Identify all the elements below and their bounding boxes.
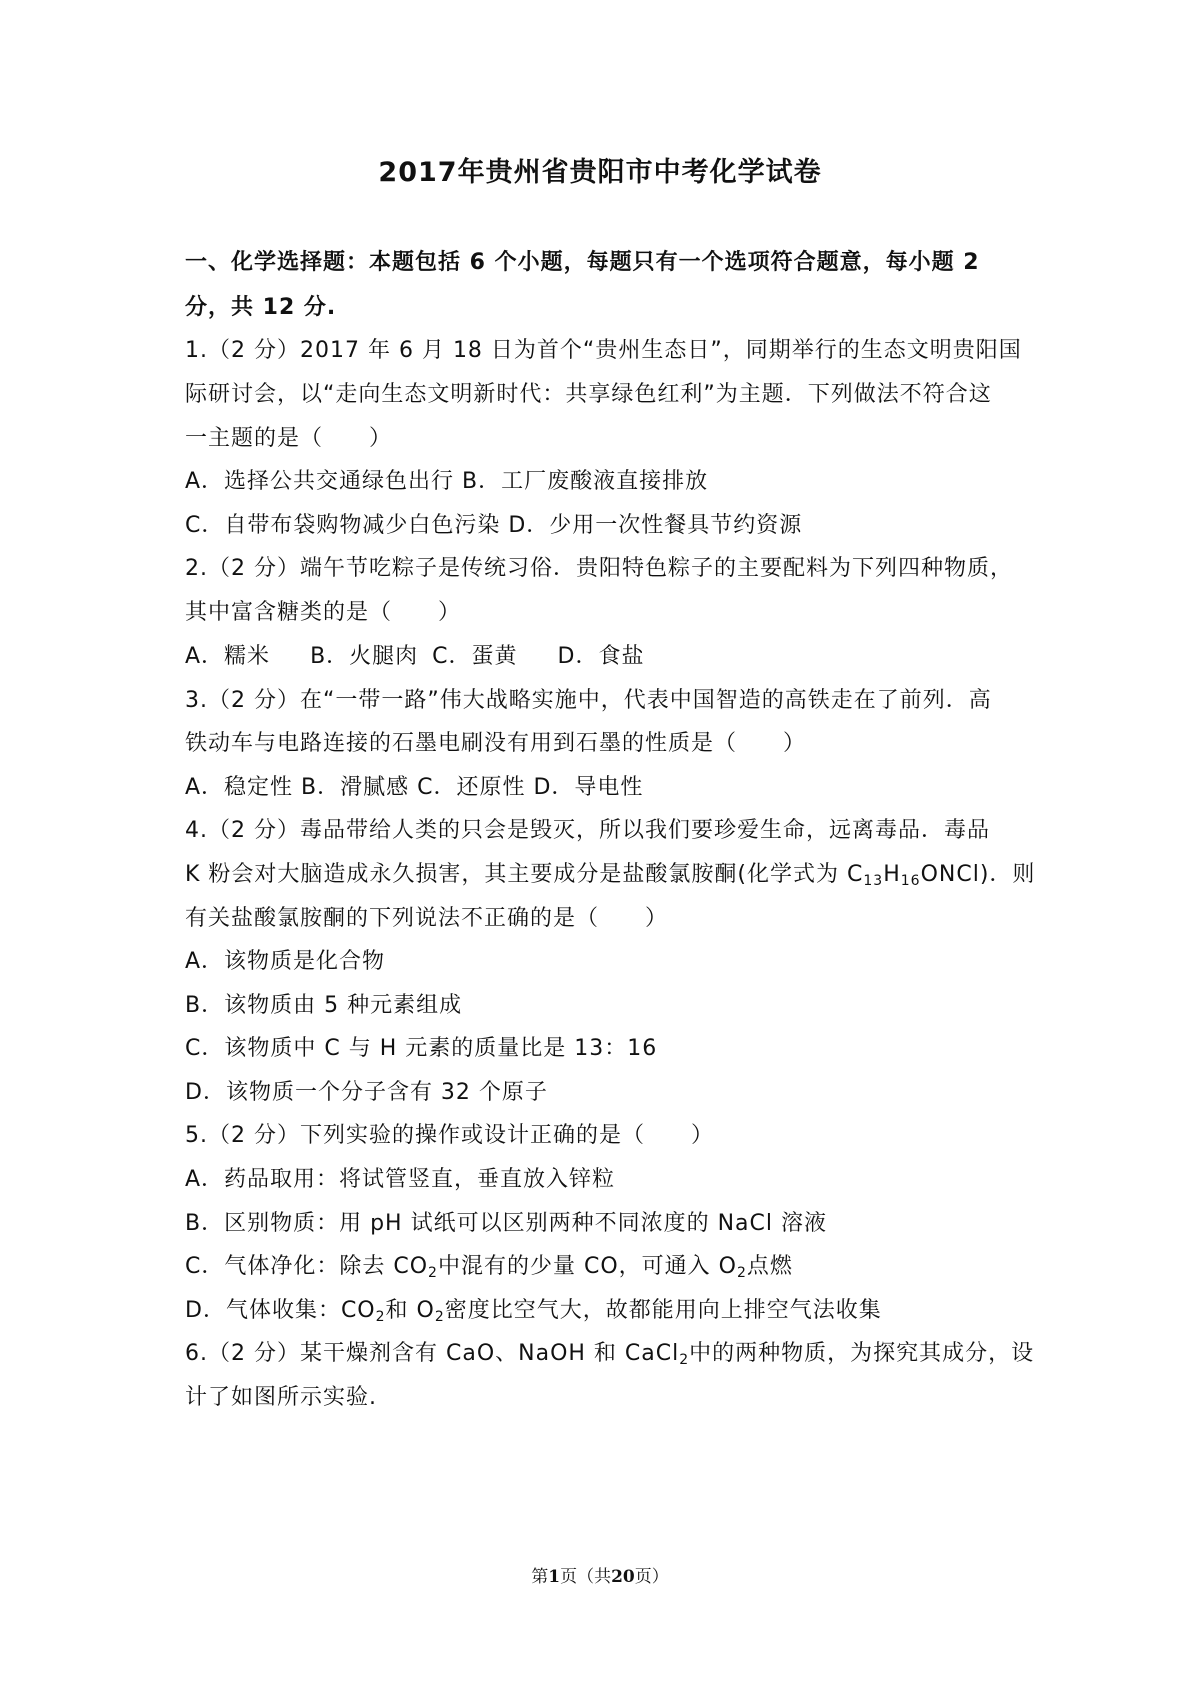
q6-stem-line-1 (185, 1336, 1035, 1367)
q6-stem-line-2: 计了如图所示实验. (185, 1385, 377, 1410)
subscript-2: 2 (428, 1265, 438, 1281)
q5-option-c-text-3: 点燃 (746, 1254, 793, 1279)
q5-option-c (185, 1249, 1035, 1280)
formula-h: H (883, 862, 901, 887)
subscript-2: 2 (736, 1265, 747, 1281)
q6-stem-text-2: 中的两种物质，为探究其成分，设 (689, 1341, 1035, 1366)
q6-stem-text-1: 6.（2 分）某干燥剂含有 CaO、NaOH 和 CaCl (185, 1341, 680, 1366)
q5-option-a: A．药品取用：将试管竖直，垂直放入锌粒 (185, 1167, 616, 1192)
q4-stem-line-1: 4.（2 分）毒品带给人类的只会是毁灭，所以我们要珍爱生命，远离毒品．毒品 (185, 818, 990, 843)
formula-subscript-13: 13 (863, 873, 884, 889)
q1-options-cd: C．自带布袋购物减少白色污染 D．少用一次性餐具节约资源 (185, 513, 803, 538)
q3-stem-line-1: 3.（2 分）在“一带一路”伟大战略实施中，代表中国智造的高铁走在了前列．高 (185, 688, 992, 713)
q2-stem-line-2: 其中富含糖类的是（ ） (185, 600, 462, 625)
q5-stem-line-1: 5.（2 分）下列实验的操作或设计正确的是（ ） (185, 1123, 714, 1148)
subscript-2: 2 (434, 1309, 445, 1325)
q4-option-c: C．该物质中 C 与 H 元素的质量比是 13：16 (185, 1036, 658, 1061)
section-heading-line-1: 一、化学选择题：本题包括 6 个小题，每题只有一个选项符合题意，每小题 2 (185, 250, 980, 275)
q2-option-a: A．糯米 (185, 644, 271, 669)
footer-text-post: 页） (634, 1567, 669, 1587)
q4-option-d: D．该物质一个分子含有 32 个原子 (185, 1080, 548, 1105)
page-number: 1 (548, 1567, 561, 1587)
q4-stem-line-2 (185, 857, 1035, 888)
page-title: 2017年贵州省贵阳市中考化学试卷 (378, 157, 822, 188)
q4-stem-line-3: 有关盐酸氯胺酮的下列说法不正确的是（ ） (185, 906, 669, 931)
q4-option-b: B．该物质由 5 种元素组成 (185, 993, 463, 1018)
section-heading-line-2: 分，共 12 分. (185, 295, 337, 320)
footer-text-mid: 页（共 (560, 1567, 612, 1587)
q1-stem-line-3: 一主题的是（ ） (185, 426, 393, 451)
q4-stem-line-2-end: ONCl)．则 (920, 862, 1036, 887)
q2-options (185, 639, 1035, 670)
page-footer (0, 1562, 1200, 1587)
total-pages: 20 (611, 1567, 635, 1587)
q2-option-c: C．蛋黄 (432, 644, 518, 669)
q2-option-b: B．火腿肉 (310, 644, 419, 669)
q3-stem-line-2: 铁动车与电路连接的石墨电刷没有用到石墨的性质是（ ） (185, 731, 807, 756)
footer-text-pre: 第 (531, 1567, 549, 1587)
q2-option-d: D．食盐 (557, 644, 645, 669)
q4-stem-line-2-text: K 粉会对大脑造成永久损害，其主要成分是盐酸氯胺酮(化学式为 C (185, 862, 864, 887)
q4-option-a: A．该物质是化合物 (185, 949, 386, 974)
formula-subscript-16: 16 (900, 873, 921, 889)
q1-stem-line-2: 际研讨会，以“走向生态文明新时代：共享绿色红利”为主题．下列做法不符合这 (185, 382, 992, 407)
q2-stem-line-1: 2.（2 分）端午节吃粽子是传统习俗．贵阳特色粽子的主要配料为下列四种物质， (185, 556, 1013, 581)
q5-option-b: B．区别物质：用 pH 试纸可以区别两种不同浓度的 NaCl 溶液 (185, 1211, 827, 1236)
q5-option-d (185, 1293, 1035, 1324)
q3-options: A．稳定性 B．滑腻感 C．还原性 D．导电性 (185, 775, 644, 800)
q5-option-c-text-2: 中混有的少量 CO，可通入 O (437, 1254, 737, 1279)
q5-option-d-text-2: 和 O (385, 1298, 435, 1323)
q5-option-c-text-1: C．气体净化：除去 CO (185, 1254, 429, 1279)
q1-options-ab: A．选择公共交通绿色出行 B．工厂废酸液直接排放 (185, 469, 709, 494)
subscript-2: 2 (375, 1309, 386, 1325)
q1-stem-line-1: 1.（2 分）2017 年 6 月 18 日为首个“贵州生态日”，同期举行的生态文明贵阳国 (185, 338, 1022, 363)
subscript-2: 2 (679, 1352, 690, 1368)
q5-option-d-text-1: D．气体收集：CO (185, 1298, 376, 1323)
q5-option-d-text-3: 密度比空气大，故都能用向上排空气法收集 (444, 1298, 882, 1323)
